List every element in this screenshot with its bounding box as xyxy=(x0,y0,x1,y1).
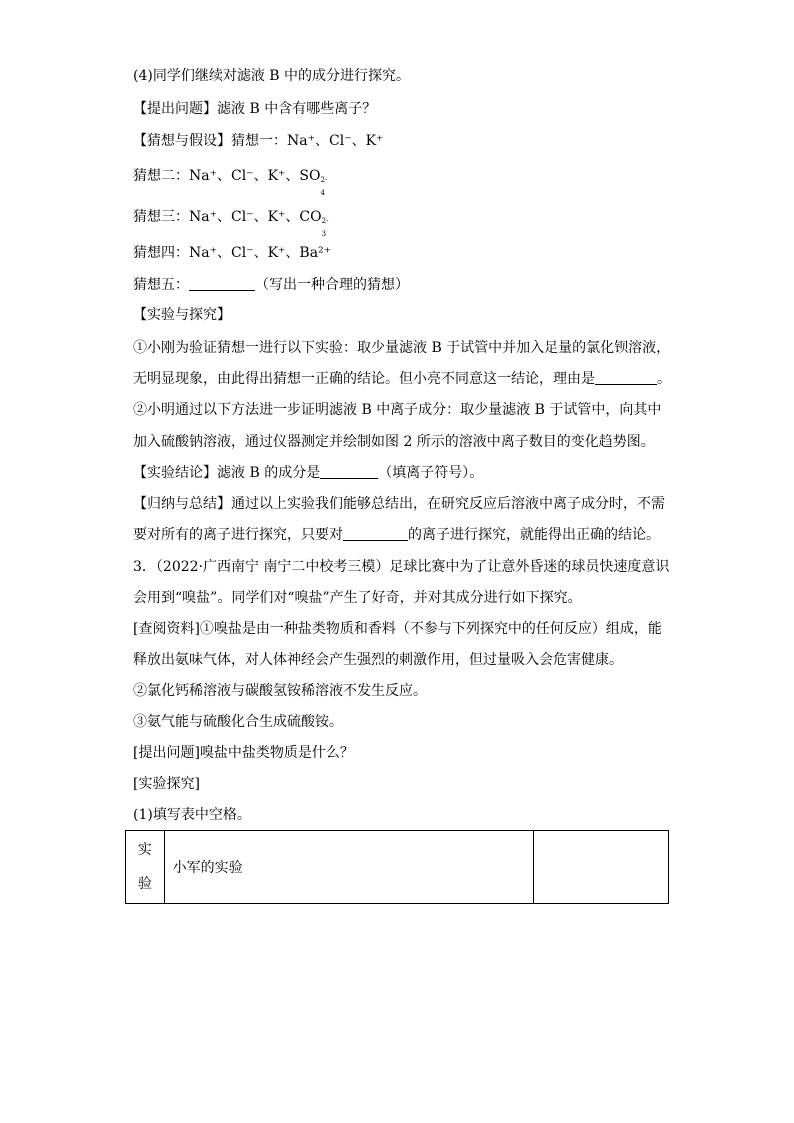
hypothesis-5-hint: （写出一种合理的猜想） xyxy=(255,277,409,293)
table-cell-experiment: 实 验 xyxy=(126,831,165,904)
experiment-explore: [实验探究] xyxy=(133,776,200,792)
question-3-intro: 3．（2022·广西南宁 南宁二中校考三模）足球比赛中为了让意外昏迷的球员快速度意识 xyxy=(133,559,670,575)
reference-1-cont: 释放出氨味气体，对人体神经会产生强烈的刺激作用，但过量吸入会危害健康。 xyxy=(133,652,623,668)
summary-blank[interactable] xyxy=(343,526,408,541)
conclusion-blank[interactable] xyxy=(320,464,378,479)
table-cell-blank[interactable] xyxy=(533,831,668,904)
hypothesis-1: 【猜想与假设】猜想一：Na⁺、Cl⁻、K⁺ xyxy=(133,133,384,149)
hypothesis-2: 猜想二：Na⁺、Cl⁻、K⁺、SO 2- 4 xyxy=(133,168,328,197)
hypothesis-2-text: 猜想二：Na⁺、Cl⁻、K⁺、SO xyxy=(133,168,321,184)
hypothesis-5-label: 猜想五： xyxy=(133,277,189,293)
fill-table-instruction: (1)填写表中空格。 xyxy=(133,807,251,823)
table-row xyxy=(126,831,669,904)
question-4-intro: (4)同学们继续对滤液 B 中的成分进行探究。 xyxy=(133,68,411,84)
hypothesis-4: 猜想四：Na⁺、Cl⁻、K⁺、Ba²⁺ xyxy=(133,245,332,261)
experiment-heading: 【实验与探究】 xyxy=(133,307,231,323)
propose-question: 【提出问题】滤液 B 中含有哪些离子？ xyxy=(133,101,377,117)
table-cell-xiaojun: 小军的实验 xyxy=(164,831,533,904)
question-3-intro-cont: 会用到“嗅盐”。同学们对“嗅盐”产生了好奇，并对其成分进行如下探究。 xyxy=(133,590,582,606)
experiment-1: ①小刚为验证猜想一进行以下实验：取少量滤液 B 于试管中并加入足量的氯化钡溶液， xyxy=(133,340,671,356)
reference-3: ③氨气能与硫酸化合生成硫酸铵。 xyxy=(133,714,343,730)
experiment-2-cont: 加入硫酸钠溶液，通过仪器测定并绘制如图 2 所示的溶液中离子数目的变化趋势图。 xyxy=(133,434,655,450)
reference-1: [查阅资料]①嗅盐是由一种盐类物质和香料（不参与下列探究中的任何反应）组成，能 xyxy=(133,621,662,637)
summary: 【归纳与总结】通过以上实验我们能够总结出，在研究反应后溶液中离子成分时，不需 xyxy=(133,496,665,512)
question-salt: [提出问题]嗅盐中盐类物质是什么？ xyxy=(133,745,354,761)
hypothesis-5 xyxy=(133,275,409,295)
hypothesis-3: 猜想三：Na⁺、Cl⁻、K⁺、CO 2- 3 xyxy=(133,209,329,238)
reference-2: ②氯化钙稀溶液与碳酸氢铵稀溶液不发生反应。 xyxy=(133,683,427,699)
experiment-table xyxy=(125,830,669,904)
reason-blank[interactable] xyxy=(595,370,657,385)
experiment-2: ②小明通过以下方法进一步证明滤液 B 中离子成分：取少量滤液 B 于试管中，向其中 xyxy=(133,402,662,418)
hypothesis-5-blank[interactable] xyxy=(189,276,255,291)
experiment-1-cont: 无明显现象，由此得出猜想一正确的结论。但小亮不同意这一结论，理由是 。 xyxy=(133,371,671,387)
hypothesis-3-text: 猜想三：Na⁺、Cl⁻、K⁺、CO xyxy=(133,209,322,225)
experiment-conclusion: 【实验结论】滤液 B 的成分是 （填离子符号）。 xyxy=(133,465,484,481)
summary-cont: 要对所有的离子进行探究，只要对 的离子进行探究，就能得出正确的结论。 xyxy=(133,527,660,543)
